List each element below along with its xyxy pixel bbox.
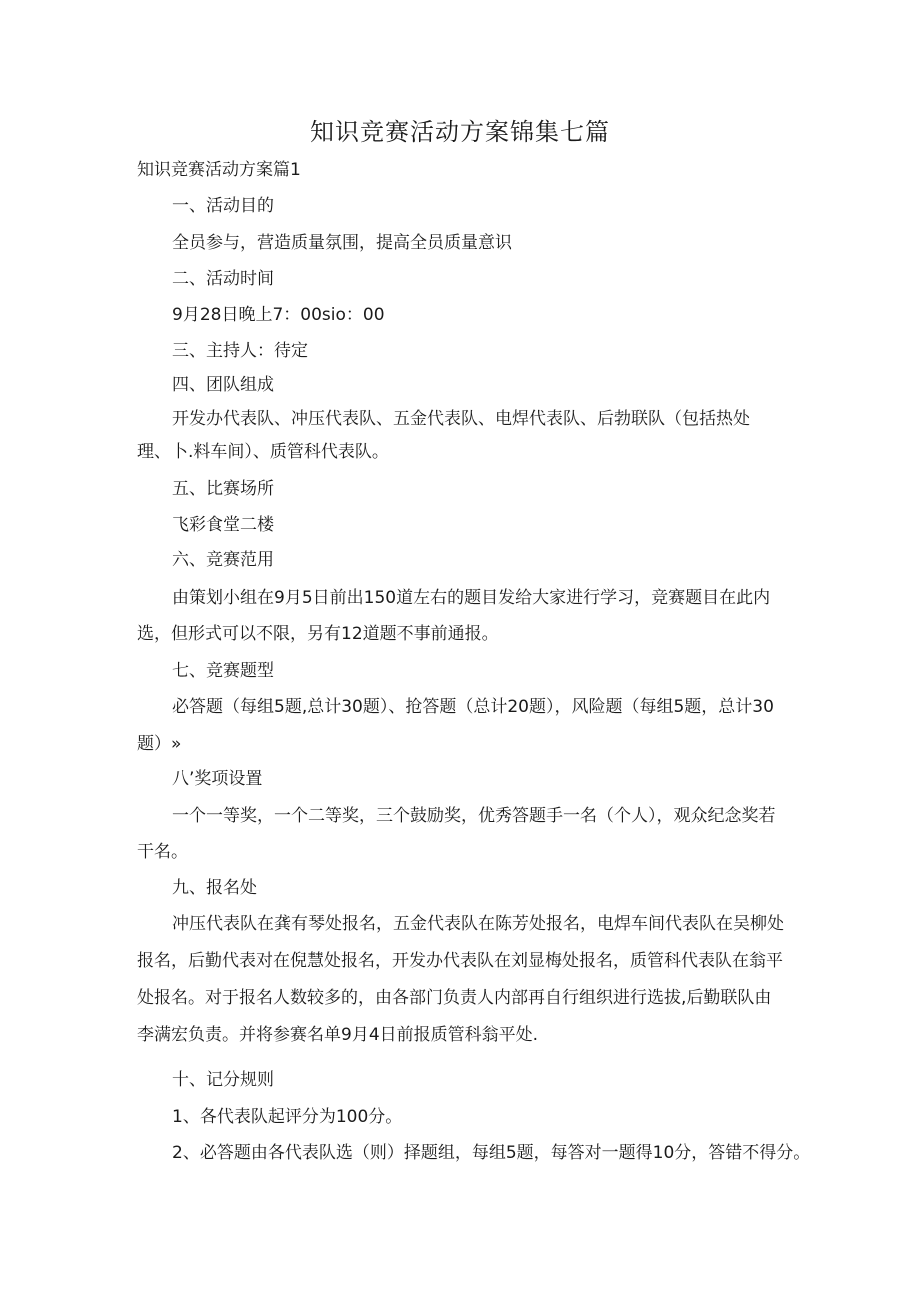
heading-venue: 五、比赛场所 bbox=[172, 479, 274, 499]
paragraph-scope-line2: 选，但形式可以不限，另有12道题不事前通报。 bbox=[137, 624, 499, 644]
paragraph-question-types-line2: 题）» bbox=[137, 734, 182, 754]
paragraph-purpose: 全员参与，营造质量氛围，提高全员质量意识 bbox=[172, 233, 512, 253]
heading-question-types: 七、竞赛题型 bbox=[172, 661, 274, 681]
paragraph-question-types-line1: 必答题（每组5题,总计30题）、抢答题（总计20题），风险题（每组5题，总计30 bbox=[172, 697, 774, 717]
paragraph-awards-line2: 干名。 bbox=[137, 842, 188, 862]
paragraph-scope-line1: 由策划小组在9月5日前出150道左右的题目发给大家进行学习，竞赛题目在此内 bbox=[172, 588, 771, 608]
heading-time: 二、活动时间 bbox=[172, 269, 274, 289]
heading-registration: 九、报名处 bbox=[172, 878, 257, 898]
heading-host: 三、主持人：待定 bbox=[172, 341, 308, 361]
paragraph-teams-line1: 开发办代表队、冲压代表队、五金代表队、电焊代表队、后勃联队（包括热处 bbox=[172, 409, 750, 429]
scoring-rule-2: 2、必答题由各代表队选（则）择题组，每组5题，每答对一题得10分，答错不得分。 bbox=[172, 1143, 811, 1163]
document-title: 知识竞赛活动方案锦集七篇 bbox=[310, 118, 610, 146]
scoring-rule-1: 1、各代表队起评分为100分。 bbox=[172, 1107, 403, 1127]
paragraph-registration-line3: 处报名。对于报名人数较多的，由各部门负责人内部再自行组织进行选拔,后勤联队由 bbox=[137, 988, 772, 1008]
section-subtitle: 知识竞赛活动方案篇1 bbox=[137, 160, 301, 180]
paragraph-registration-line2: 报名，后勤代表对在倪慧处报名，开发办代表队在刘显梅处报名，质管科代表队在翁平 bbox=[137, 951, 783, 971]
heading-awards: 八’奖项设置 bbox=[172, 769, 263, 789]
paragraph-awards-line1: 一个一等奖，一个二等奖，三个鼓励奖，优秀答题手一名（个人），观众纪念奖若 bbox=[172, 806, 776, 826]
paragraph-teams-line2: 理、卜.料车间）、质管科代表队。 bbox=[137, 442, 389, 462]
heading-purpose: 一、活动目的 bbox=[172, 196, 274, 216]
paragraph-venue: 飞彩食堂二楼 bbox=[172, 515, 274, 535]
paragraph-registration-line1: 冲压代表队在龚有琴处报名，五金代表队在陈芳处报名，电焊车间代表队在吴柳处 bbox=[172, 914, 784, 934]
heading-scoring: 十、记分规则 bbox=[172, 1070, 274, 1090]
paragraph-registration-line4: 李满宏负责。并将参赛名单9月4日前报质管科翁平处. bbox=[137, 1025, 539, 1045]
heading-teams: 四、团队组成 bbox=[172, 375, 274, 395]
heading-scope: 六、竞赛范用 bbox=[172, 550, 274, 570]
paragraph-time: 9月28日晚上7：00sio：00 bbox=[172, 305, 385, 325]
